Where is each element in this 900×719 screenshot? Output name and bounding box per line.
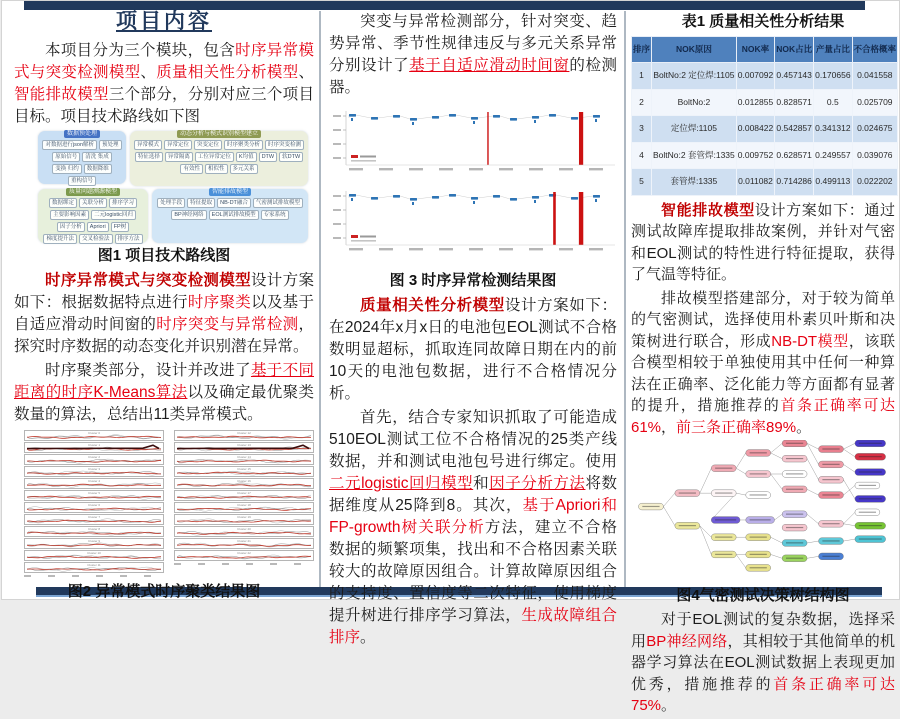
column-left [14,9,314,606]
roadmap-box: 变换 归约 [52,164,82,174]
table-cell: 0.022202 [852,169,898,196]
table-cell: BoltNo:2 套管焊:1335 [652,142,737,169]
cluster-strip-title: Cluster 8 [87,527,101,531]
table-cell: 0.499113 [814,169,852,196]
text-segment: 。 [360,629,376,646]
table-header: 产量占比 [814,36,852,63]
column-middle [329,11,617,651]
table-cell: 0.011082 [736,169,774,196]
cluster-strip-panel-left [24,430,164,579]
table-cell: 0.542857 [775,116,814,143]
roadmap-panel-title: 动态分析与模式识别模型建立 [177,130,261,138]
table-cell: 0.025709 [852,89,898,116]
text-segment: 时序异常模式与突变检测模型 [45,272,251,289]
cluster-strip-title: Cluster 7 [87,515,101,519]
cluster-strip [24,442,164,453]
text-segment: 突变与异常检测部分，针对突变、趋势异常、季节性规律违反与多元关系异常分别设计了 [329,13,617,74]
cluster-strip-title: Cluster 14 [237,455,251,459]
paragraph-detection [329,11,617,99]
text-segment: 三个部分，分别对应三个项目目标。项目技术路线如下图 [14,86,314,125]
poster-page [1,0,900,714]
cluster-strip-title: Cluster 10 [87,551,101,555]
roadmap-box: 异常模式 [134,140,162,150]
roadmap-panel-boxes [154,198,306,241]
text-segment: 。 [661,697,677,714]
roadmap-box: K均值 [236,152,257,162]
roadmap-box: 交叉检验法 [79,234,113,244]
cluster-strip [174,478,314,489]
figure-decision-tree [631,440,895,583]
text-segment: 本项目分为三个模块，包含 [45,42,236,59]
cluster-strip-title: Cluster 6 [87,503,101,507]
roadmap-box: 数据降维 [84,164,112,174]
text-segment: 设计方案如下：根据数据特点进行 [14,272,314,311]
text-segment: 的检测器。 [329,57,617,96]
roadmap-box: 突变定位 [194,140,222,150]
table-cell: 5 [632,169,652,196]
roadmap-panel-boxes [40,140,124,182]
roadmap-box: 工位异常定位 [195,152,234,162]
cluster-strip [174,550,314,561]
figure-cluster-strips [24,430,314,579]
table-cell: BoltNo:2 定位焊:1105 [652,63,737,90]
cluster-strip [174,538,314,549]
text-segment: 智能排故模型 [661,201,755,219]
table-cell: 0.628571 [775,142,814,169]
roadmap-box: 排序学习 [109,198,137,208]
roadmap-panel-boxes [132,140,306,184]
cluster-strip-title: Cluster 2 [87,455,101,459]
anomaly-chart-svg [329,105,617,261]
roadmap-box: 专家系统 [261,210,289,220]
cluster-strip [24,538,164,549]
text-segment: 基于自适应滑动时间窗 [409,57,570,74]
paragraph-quality-model [329,295,617,405]
text-segment: 前三条正确率89% [676,418,797,436]
table-cell: 3 [632,116,652,143]
cluster-strip-title: Cluster 12 [237,431,251,435]
roadmap-box: 气密测试排故模型 [253,198,303,208]
text-segment: 基于不同距离的时序K-Means算法 [14,362,314,401]
page-title: 项目内容 [116,10,212,33]
text-segment: 将数据维度从25降到8。其次， [329,475,617,514]
table-row [632,116,898,143]
text-segment: 排故模型搭建部分，对于较为简单的气密测试，选择使用朴素贝叶斯和决策树进行联合，形成 [631,289,895,350]
figure-anomaly-detection [329,105,617,268]
roadmap-box: NB-DT融合 [217,198,251,208]
table-row [632,169,898,196]
roadmap-panel-title: 质量问题溯源模型 [66,188,120,196]
text-segment: ，该联合模型相较于单独使用其中任何一种算法在正确率、泛化能力等方面都有显著的提升，措施推荐的 [631,332,895,414]
table-cell: 0.828571 [775,89,814,116]
table-cell: 0.170656 [814,63,852,90]
cluster-strip [174,454,314,465]
cluster-strip [24,466,164,477]
table-cell: 4 [632,142,652,169]
figure-roadmap [38,131,308,243]
text-segment: 、 [140,64,157,81]
table-row [632,89,898,116]
roadmap-box: FP树 [111,222,130,232]
cluster-strip-title: Cluster 9 [87,539,101,543]
text-segment: 二元logistic回归模型 [329,475,474,492]
text-segment: 以及确定最优聚类数量的算法，总结出11类异常模式。 [14,384,314,423]
roadmap-box: 对数据进行json解析 [42,140,97,150]
text-segment: 对于EOL测试的复杂数据，选择采用 [631,611,895,650]
cluster-strip [24,562,164,573]
quality-correlation-table [631,36,898,196]
cluster-strip [174,442,314,453]
table-cell: 2 [632,89,652,116]
column-divider-2 [624,11,626,587]
table-row [632,63,898,90]
text-segment: 首条正确率可达75% [631,675,895,714]
cluster-strip-title: Cluster 4 [87,479,101,483]
table-cell: 0.041558 [852,63,898,90]
column-divider-1 [319,11,321,587]
cluster-strip-title: Cluster 21 [237,539,251,543]
roadmap-box: DTW [259,152,278,162]
cluster-strip-title: Cluster 17 [237,491,251,495]
figure4-caption: 图4气密测试决策树结构图 [676,586,850,604]
cluster-strip [24,430,164,441]
roadmap-panel-boxes [40,198,146,241]
text-segment: 设计方案如下：通过测试故障库提取排故案例，并针对气密和EOL测试的特性进行特征提取，获得了气温等特征。 [631,201,895,283]
cluster-strip [174,466,314,477]
roadmap-box: 相似性 [205,164,228,174]
table-cell: 0.457143 [775,63,814,90]
text-segment: 设计方案如下：在2024年x月x日的电池包EOL测试不合格数明显超标，抓取连同故障日期在内的前10天的电池包数据，进行不合格情况分析。 [329,297,617,402]
text-segment: 首条正确率可达61% [631,397,895,436]
table-cell: 套管焊:1335 [652,169,737,196]
table-cell: 定位焊:1105 [652,116,737,143]
cluster-strip-title: Cluster 11 [87,563,101,567]
figure2-caption: 图2 异常模式时序聚类结果图 [67,583,261,600]
strip-x-axis [24,574,164,579]
roadmap-panel [38,189,148,243]
table-header: NOK占比 [775,36,814,63]
cluster-strip [174,430,314,441]
roadmap-box: Apriori [87,222,109,232]
table-cell: 0.009752 [736,142,774,169]
cluster-strip [174,490,314,501]
roadmap-box: 软DTW [279,152,303,162]
cluster-strip [174,514,314,525]
cluster-strip [24,478,164,489]
strip-x-axis [174,562,314,567]
roadmap-box: 因子分析 [57,222,85,232]
roadmap-box: 清洗 集成 [82,152,112,162]
roadmap-box: 异常定位 [164,140,192,150]
text-segment: ，其相较于其他简单的机器学习算法在EOL测试数据上表现更加优秀，措施推荐的 [631,632,895,693]
text-segment: 。 [796,418,812,436]
paragraph-quality-method [329,407,617,649]
text-segment: NB-DT模型 [771,332,849,350]
text-segment: 和 [473,475,490,492]
cluster-strip [24,502,164,513]
cluster-strip [24,454,164,465]
roadmap-box: 梯度提升法 [43,234,77,244]
cluster-strip-title: Cluster 13 [237,443,251,447]
text-segment: 因子分析方法 [489,475,586,492]
table-cell: 0.008422 [736,116,774,143]
table-cell: 0.714286 [775,169,814,196]
table1-caption: 表1 质量相关性分析结果 [681,13,845,30]
paragraph-timeseries-model [14,270,314,358]
text-segment: 生成故障组合排序 [329,607,617,646]
text-segment: BP神经网络 [646,632,728,650]
table-cell: 0.5 [814,89,852,116]
roadmap-box: 二元logistic回归 [91,210,136,220]
roadmap-panel-title: 数据预处理 [64,130,100,138]
text-segment: 质量相关性分析模型 [156,64,299,81]
table-header: 排序 [632,36,652,63]
cluster-strip [24,490,164,501]
cluster-strip-title: Cluster 1 [87,443,101,447]
column-right [631,9,895,719]
cluster-strip [24,526,164,537]
table-header: NOK原因 [652,36,737,63]
figure3-caption: 图 3 时序异常检测结果图 [389,272,557,289]
roadmap-box: 数据绑定 [49,198,77,208]
table-cell: 0.007092 [736,63,774,90]
cluster-strip-title: Cluster 0 [87,431,101,435]
table-cell: 0.012855 [736,89,774,116]
roadmap-panel [38,131,126,184]
roadmap-box: 排序方法 [115,234,143,244]
cluster-strip-title: Cluster 16 [237,479,251,483]
paragraph-intro [14,40,314,128]
table-cell: BoltNo:2 [652,89,737,116]
cluster-strip [174,502,314,513]
cluster-strip-title: Cluster 5 [87,491,101,495]
text-segment: 基于Apriori和FP-growth树关联分析 [329,497,617,536]
table-cell: 0.039076 [852,142,898,169]
roadmap-box: BP神经网络 [171,210,206,220]
table-cell: 0.341312 [814,116,852,143]
table-cell: 0.024675 [852,116,898,143]
roadmap-box: 时序突变检测 [265,140,304,150]
paragraph-troubleshoot-model [631,200,895,286]
table-cell: 0.249557 [814,142,852,169]
decision-tree-svg [631,440,895,576]
roadmap-box: EOL测试排故模型 [209,210,259,220]
cluster-strip-title: Cluster 22 [237,551,251,555]
roadmap-box: 处理手段 [157,198,185,208]
text-segment: 智能排故模型 [14,86,109,103]
paragraph-nbdt [631,288,895,439]
text-segment: 、 [298,64,314,81]
roadmap-box: 关联分析 [79,198,107,208]
roadmap-box: 预处理 [99,140,122,150]
roadmap-box: 原始信号 [52,152,80,162]
roadmap-box: 重构信号 [68,176,96,186]
cluster-strip-title: Cluster 18 [237,503,251,507]
text-segment: 首先，结合专家知识抓取了可能造成510EOL测试工位不合格情况的25类产线数据，并和测试电池包号进行绑定。使用 [329,409,617,470]
cluster-strip [24,514,164,525]
cluster-strip-panel-right [174,430,314,579]
paragraph-clustering [14,360,314,426]
cluster-strip [174,526,314,537]
table-cell: 1 [632,63,652,90]
table-row [632,142,898,169]
text-segment: 时序突变与异常检测 [156,316,299,333]
roadmap-box: 时序聚类分析 [224,140,263,150]
text-segment: 时序聚类部分，设计并改进了 [45,362,251,379]
roadmap-panel-title: 智能排故模型 [209,188,251,196]
cluster-strip [24,550,164,561]
table-header: 不合格概率 [852,36,898,63]
text-segment: 方法，建立不合格数据的频繁项集，找出和不合格因素关联较大的故障原因组合。计算故障原因组合的支持度、置信度等二次特征，使用梯度提升树进行排序学习算法， [329,519,617,624]
cluster-strip-title: Cluster 15 [237,467,251,471]
cluster-strip-title: Cluster 19 [237,515,251,519]
text-segment: 时序异常模式与突变检测模型 [14,42,314,81]
text-segment: 以及基于自适应滑动时间窗的 [14,294,314,333]
text-segment: 质量相关性分析模型 [360,297,505,314]
cluster-strip-title: Cluster 3 [87,467,101,471]
cluster-strip-title: Cluster 20 [237,527,251,531]
paragraph-bp-network [631,609,895,717]
text-segment: ，探究时序数据的动态变化并识别潜在异常。 [14,316,314,355]
roadmap-box: 特征提取 [187,198,215,208]
text-segment: ， [661,418,677,436]
roadmap-box: 特征选择 [135,152,163,162]
roadmap-panel [152,189,308,243]
table-header: NOK率 [736,36,774,63]
roadmap-box: 多元关系 [230,164,258,174]
roadmap-box: 异常隔离 [165,152,193,162]
roadmap-panel [130,131,308,186]
text-segment: 时序聚类 [187,294,252,311]
roadmap-box: 有效性 [180,164,203,174]
roadmap-box: 主要影响因素 [50,210,89,220]
figure1-caption: 图1 项目技术路线图 [97,247,231,264]
